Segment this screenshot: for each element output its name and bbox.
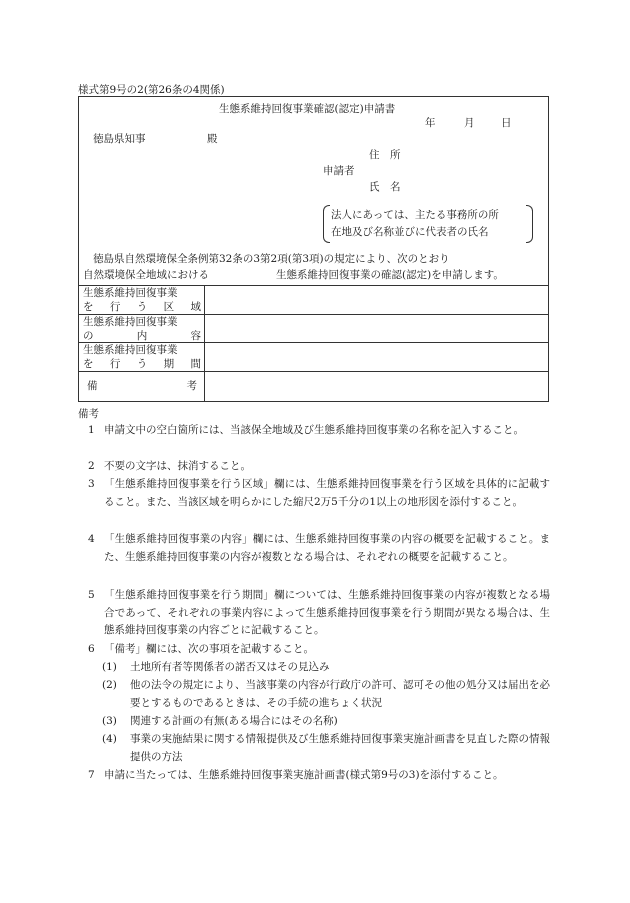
table-row-label-period: 生態系維持回復事業 を 行 う 期 間 bbox=[83, 344, 201, 370]
note-number: 1 bbox=[88, 424, 95, 436]
addressee: 徳島県知事 bbox=[93, 133, 146, 145]
note-text: 申請に当たっては、生態系維持回復事業実施計画書(様式第9号の3)を添付すること。 bbox=[104, 769, 504, 781]
note-number: 5 bbox=[88, 589, 95, 601]
address-label: 住 所 bbox=[369, 149, 401, 161]
table-row-label-area: 生態系維持回復事業 を 行 う 区 域 bbox=[83, 287, 201, 313]
note-number: 4 bbox=[88, 533, 95, 545]
note-text: 「生態系維持回復事業を行う期間」欄については、生態系維持回復事業の内容が複数となる場合であって、それぞれの事業内容によって生態系維持回復事業を行う期間が異なる場合は、生態系維持回復事業の内容ごとに記載すること。 bbox=[104, 589, 550, 637]
note-number: 6 bbox=[88, 643, 95, 655]
honorific: 殿 bbox=[207, 133, 218, 145]
note-text: 不要の文字は、抹消すること。 bbox=[104, 460, 251, 472]
row-divider bbox=[79, 371, 548, 372]
note-number: 3 bbox=[88, 478, 95, 490]
subnote-text: 事業の実施結果に関する情報提供及び生態系維持回復事業実施計画書を見直した際の情報提供の方法 bbox=[130, 733, 550, 763]
corporate-note-line1: 法人にあっては、主たる事務所の所 bbox=[331, 209, 499, 221]
corporate-note-bracket bbox=[323, 205, 533, 243]
statement-line2a: 自然環境保全地域における bbox=[83, 269, 209, 281]
note-text: 申請文中の空白箇所には、当該保全地域及び生態系維持回復事業の名称を記入すること。 bbox=[104, 424, 524, 436]
table-row-label-content: 生態系維持回復事業 の 内 容 bbox=[83, 316, 201, 342]
subnote-text: 関連する計画の有無(ある場合にはその名称) bbox=[130, 715, 338, 727]
corporate-note-line2: 在地及び名称並びに代表者の氏名 bbox=[331, 226, 489, 238]
notes-title: 備考 bbox=[78, 408, 99, 420]
subnote-number: (4) bbox=[102, 733, 117, 745]
note-text: 「備考」欄には、次の事項を記載すること。 bbox=[104, 643, 314, 655]
date-day: 日 bbox=[501, 117, 512, 129]
subnote-text: 他の法令の規定により、当該事業の内容が行政庁の許可、認可その他の処分又は届出を必要とするものであるときは、その手続の進ちょく状況 bbox=[130, 679, 550, 709]
note-number: 2 bbox=[88, 460, 95, 472]
note-text: 「生態系維持回復事業の内容」欄には、生態系維持回復事業の内容の概要を記載すること。また、生態系維持回復事業の内容が複数となる場合は、それぞれの概要を記載すること。 bbox=[104, 533, 550, 563]
statement-line1: 徳島県自然環境保全条例第32条の3第2項(第3項)の規定により、次のとおり bbox=[93, 253, 450, 265]
subnote-number: (1) bbox=[102, 661, 117, 673]
date-year: 年 bbox=[425, 117, 436, 129]
application-form-frame bbox=[78, 96, 549, 402]
subnote-number: (3) bbox=[102, 715, 117, 727]
table-column-divider bbox=[204, 285, 205, 401]
form-number-label: 様式第9号の2(第26条の4関係) bbox=[78, 84, 225, 96]
note-text: 「生態系維持回復事業を行う区域」欄には、生態系維持回復事業を行う区域を具体的に記載すること。また、当該区域を明らかにした縮尺2万5千分の1以上の地形図を添付すること。 bbox=[104, 478, 550, 508]
name-label: 氏 名 bbox=[369, 181, 401, 193]
table-row-label-remarks: 備 考 bbox=[87, 380, 197, 392]
note-number: 7 bbox=[88, 769, 95, 781]
date-month: 月 bbox=[464, 117, 475, 129]
form-title: 生態系維持回復事業確認(認定)申請書 bbox=[219, 103, 396, 115]
subnote-text: 土地所有者等関係者の諾否又はその見込み bbox=[130, 661, 330, 673]
subnote-number: (2) bbox=[102, 679, 117, 691]
applicant-label: 申請者 bbox=[323, 165, 355, 177]
statement-line2b: 生態系維持回復事業の確認(認定)を申請します。 bbox=[276, 269, 504, 281]
